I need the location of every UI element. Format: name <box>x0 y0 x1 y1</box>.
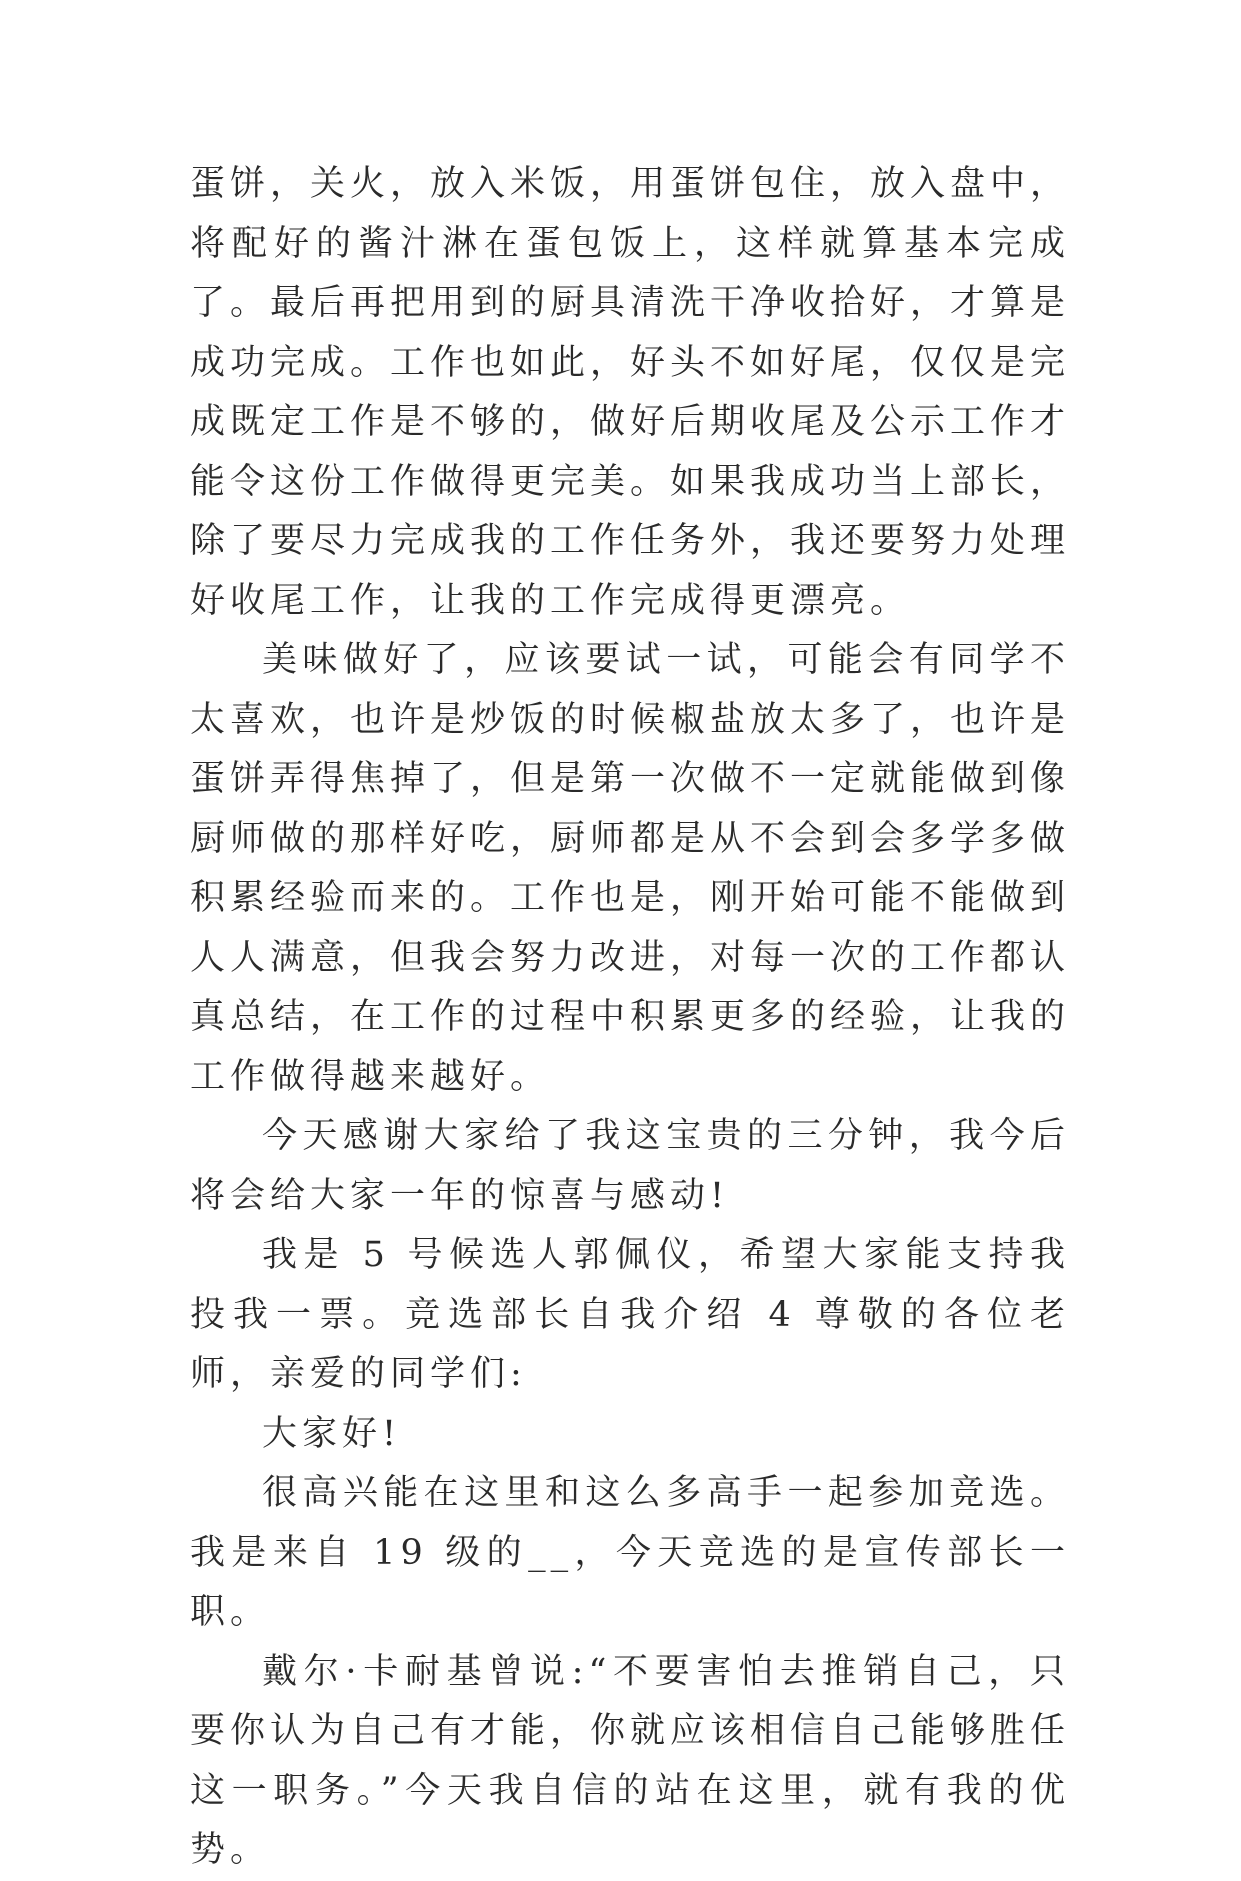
paragraph-1: 蛋饼，关火，放入米饭，用蛋饼包住，放入盘中，将配好的酱汁淋在蛋包饭上，这样就算基本完成了。最后再把用到的厨具清洗干净收拾好，才算是成功完成。工作也如此，好头不如好尾，仅仅是完成既定工作是不够的，做好后期收尾及公示工作才能令这份工作做得更完美。如果我成功当上部长，除了要尽力完成我的工作任务外，我还要努力处理好收尾工作，让我的工作完成得更漂亮。 <box>190 164 1071 621</box>
paragraph-7: 戴尔·卡耐基曾说:“不要害怕去推销自己，只要你认为自己有才能，你就应该相信自己能够胜任这一职务。”今天我自信的站在这里，就有我的优势。 <box>190 1651 1071 1870</box>
document-body <box>190 155 1070 1881</box>
paragraph-4: 我是 5 号候选人郭佩仪，希望大家能支持我投我一票。竞选部长自我介绍 4 尊敬的各位老师，亲爱的同学们: <box>190 1235 1070 1394</box>
paragraph-2: 美味做好了，应该要试一试，可能会有同学不太喜欢，也许是炒饭的时候椒盐放太多了，也许是蛋饼弄得焦掉了，但是第一次做不一定就能做到像厨师做的那样好吃，厨师都是从不会到会多学多做积累经验而来的。工作也是，刚开始可能不能做到人人满意，但我会努力改进，对每一次的工作都认真总结，在工作的过程中积累更多的经验，让我的工作做得越来越好。 <box>190 640 1071 1097</box>
paragraph-3: 今天感谢大家给了我这宝贵的三分钟，我今后将会给大家一年的惊喜与感动! <box>190 1116 1070 1216</box>
paragraph-5: 大家好! <box>262 1413 402 1454</box>
paragraph-6: 很高兴能在这里和这么多高手一起参加竞选。我是来自 19 级的__，今天竞选的是宣传部长一职。 <box>190 1473 1070 1632</box>
